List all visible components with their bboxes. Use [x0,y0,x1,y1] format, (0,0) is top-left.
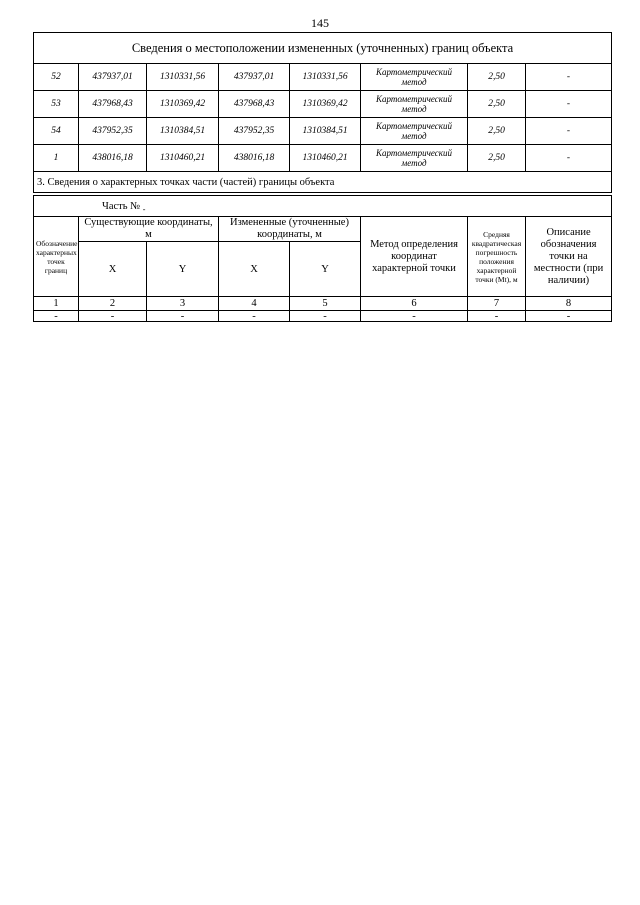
existing-x: 437937,01 [79,64,147,91]
point-number: 1 [34,145,79,172]
header-method: Метод определения координат характерной точки [361,217,468,297]
method-cell: Картометрический метод [361,118,468,145]
existing-x: 438016,18 [79,145,147,172]
empty-cell: - [79,311,147,322]
changed-x: 437952,35 [219,118,290,145]
changed-x: 437968,43 [219,91,290,118]
table-row [34,64,612,91]
boundary-table-title: Сведения о местоположении измененных (уточненных) границ объекта [34,33,612,64]
accuracy-cell: 2,50 [468,64,526,91]
method-cell: Картометрический метод [361,91,468,118]
column-number: 8 [526,297,612,311]
table-row [34,311,612,322]
empty-cell: - [147,311,219,322]
changed-y: 1310369,42 [290,91,361,118]
table-row [34,145,612,172]
empty-cell: - [468,311,526,322]
changed-y: 1310460,21 [290,145,361,172]
header-description: Описание обозначения точки на местности (при наличии) [526,217,612,297]
existing-y: 1310384,51 [147,118,219,145]
section-heading: 3. Сведения о характерных точках части (частей) границы объекта [34,172,612,193]
column-number: 3 [147,297,219,311]
description-cell: - [526,91,612,118]
part-number: - [142,204,146,214]
existing-y: 1310331,56 [147,64,219,91]
page-number: 145 [311,16,329,30]
empty-cell: - [526,311,612,322]
boundary-table [33,32,612,193]
accuracy-cell: 2,50 [468,145,526,172]
column-number: 7 [468,297,526,311]
point-number: 52 [34,64,79,91]
method-cell: Картометрический метод [361,145,468,172]
header-changed-x: X [219,242,290,297]
existing-y: 1310369,42 [147,91,219,118]
empty-cell: - [290,311,361,322]
changed-x: 437937,01 [219,64,290,91]
header-accuracy: Средняя квадратическая погрешность положения характерной точки (Мt), м [468,217,526,297]
column-number: 6 [361,297,468,311]
header-changed-coords: Измененные (уточненные) координаты, м [219,217,361,242]
description-cell: - [526,145,612,172]
changed-y: 1310331,56 [290,64,361,91]
column-number: 5 [290,297,361,311]
part-label: Часть № [102,200,141,212]
header-existing-coords: Существующие координаты, м [79,217,219,242]
existing-x: 437952,35 [79,118,147,145]
description-cell: - [526,64,612,91]
table-row [34,91,612,118]
column-number: 1 [34,297,79,311]
header-changed-y: Y [290,242,361,297]
column-number: 4 [219,297,290,311]
changed-x: 438016,18 [219,145,290,172]
point-number: 53 [34,91,79,118]
table-row [34,118,612,145]
header-existing-x: X [79,242,147,297]
empty-cell: - [219,311,290,322]
existing-x: 437968,43 [79,91,147,118]
parts-table [33,195,612,322]
empty-cell: - [34,311,79,322]
empty-cell: - [361,311,468,322]
header-point-designation: Обозначение характерных точек границ [34,217,79,297]
method-cell: Картометрический метод [361,64,468,91]
point-number: 54 [34,118,79,145]
column-number-row [34,297,612,311]
accuracy-cell: 2,50 [468,118,526,145]
part-label-cell [34,196,612,217]
accuracy-cell: 2,50 [468,91,526,118]
changed-y: 1310384,51 [290,118,361,145]
header-existing-y: Y [147,242,219,297]
column-number: 2 [79,297,147,311]
existing-y: 1310460,21 [147,145,219,172]
description-cell: - [526,118,612,145]
